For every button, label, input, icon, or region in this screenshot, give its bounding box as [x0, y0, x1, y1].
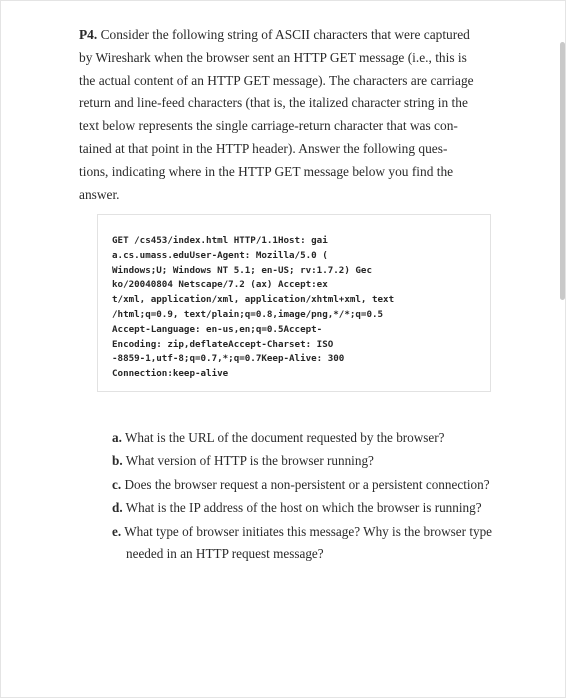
problem-label: P4. — [79, 27, 98, 42]
http-message-box — [97, 214, 491, 392]
http-message-line: Encoding: zip,deflateAccept-Charset: ISO — [112, 338, 334, 350]
question-letter: a. — [112, 430, 122, 445]
question-c — [112, 474, 507, 497]
problem-line: the actual content of an HTTP GET message). The characters are carriage — [79, 72, 474, 88]
problem-statement — [79, 24, 507, 206]
question-letter: d. — [112, 500, 123, 516]
question-list — [112, 427, 507, 567]
http-message-line: t/xml, application/xml, application/xhtml+xml, text — [112, 294, 395, 306]
http-message-line: Windows;U; Windows NT 5.1; en-US; rv:1.7.2) Gec — [112, 264, 372, 276]
problem-line: answer. — [79, 186, 120, 202]
scrollbar-thumb[interactable] — [560, 42, 565, 300]
question-a — [112, 427, 507, 450]
question-text: What is the URL of the document requested by the browser? — [124, 430, 445, 445]
question-letter: e. — [112, 523, 122, 539]
question-text: What version of HTTP is the browser running? — [125, 453, 374, 469]
question-text: What is the IP address of the host on which the browser is running? — [125, 500, 482, 516]
question-b — [112, 450, 507, 473]
problem-line: by Wireshark when the browser sent an HTTP GET message (i.e., this is — [79, 49, 467, 65]
http-message-line: Accept-Language: en-us,en;q=0.5Accept- — [112, 323, 323, 335]
problem-line: tained at that point in the HTTP header). Answer the following ques- — [79, 140, 448, 156]
http-message-line: ko/20040804 Netscape/7.2 (ax) Accept:ex — [112, 279, 328, 291]
problem-line: tions, indicating where in the HTTP GET message below you find the — [79, 163, 454, 179]
question-d — [112, 497, 507, 520]
question-text: Does the browser request a non-persistent or a persistent connection? — [124, 476, 490, 492]
problem-line: text below represents the single carriage-return character that was con- — [79, 118, 458, 134]
question-letter: c. — [112, 476, 122, 492]
problem-line: Consider the following string of ASCII characters that were captured — [100, 27, 470, 42]
question-text: What type of browser initiates this message? Why is the browser type needed in an HTTP request message? — [124, 523, 493, 562]
http-message-line: a.cs.umass.eduUser-Agent: Mozilla/5.0 ( — [112, 249, 328, 261]
http-message-line: /html;q=0.9, text/plain;q=0.8,image/png,*/*;q=0.5 — [112, 308, 384, 320]
problem-line: return and line-feed characters (that is, the italized character string in the — [79, 95, 468, 111]
http-message-line: Connection:keep-alive — [112, 368, 229, 380]
http-message-line: -8859-1,utf-8;q=0.7,*;q=0.7Keep-Alive: 300 — [112, 353, 345, 365]
question-e — [112, 521, 507, 567]
question-letter: b. — [112, 453, 123, 469]
http-message-line: GET /cs453/index.html HTTP/1.1Host: gai — [112, 235, 328, 246]
